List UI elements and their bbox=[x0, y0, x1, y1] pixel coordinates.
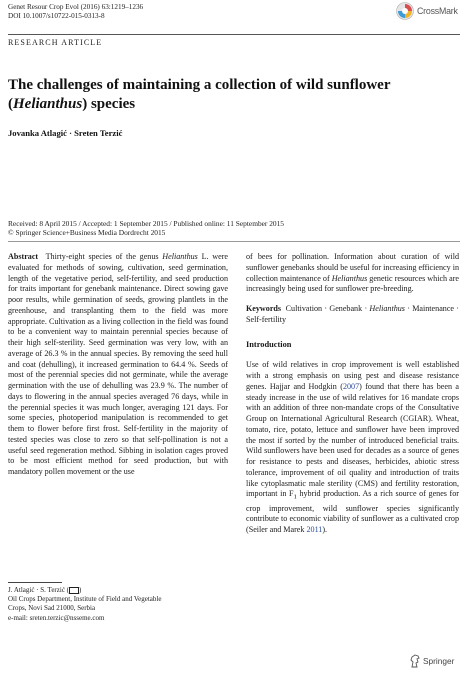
doi-line[interactable]: DOI 10.1007/s10722-015-0313-8 bbox=[8, 12, 105, 20]
abstract-cont-1: of bees for pollination. Information about curation of wild sunflower genebanks should be useful for increasing efficiency in collection maintenance of bbox=[246, 252, 459, 283]
crossmark-label: CrossMark bbox=[417, 6, 458, 16]
intro-text-3: hybrid production. As a rich source of genes for crop improvement, wild sunflower species significantly contribute to economic viability of sunflower as a cultivated crop (Seiler and Marek bbox=[246, 489, 459, 535]
abstract-genus: Helianthus bbox=[162, 252, 198, 261]
crossmark-icon bbox=[396, 2, 414, 20]
crossmark-badge[interactable] bbox=[396, 2, 460, 24]
author-affiliation bbox=[8, 586, 228, 623]
envelope-icon[interactable] bbox=[69, 586, 82, 594]
intro-text-1: Use of wild relatives in crop improvement is well established with a strong emphasis on using pest and disease resistance genes. Hajjar and Hodgkin ( bbox=[246, 360, 459, 391]
title-text-c: ) species bbox=[82, 96, 136, 112]
abstract-label: Abstract bbox=[8, 252, 39, 261]
intro-text-4: ). bbox=[322, 525, 328, 535]
abstract-text-2: L. were evaluated for methods of sowing, cultivation, seed germination, length of the vegetative period, self-fertility, and seed production for traits important for genebank maintenance. Direct sowing gave poor results, while germination of seeds, growing plantlets in the greenhouse, and transplanting them to the field was more appropriate. Cultivation as a living collection in the field was found to be a convenient way to maintain perennial species because of their high self-sterility. Seed germination was very low, with an average of 26.3 % in the annual species. By removing the seed hull and coat (dehulling), it increased germination to 64.4 %. Seeds of most of the perennial species did not germinate, while the average germination with the use of dehulling was 23.9 %. The number of days to flowering in the annual species averaged 76 days, while in the perennial species it was much longer, averaging 121 days. For some species, photoperiod manipulation is recommended to get them to flower before first frost. Self-fertility in the majority of tested species was close to zero so that self-pollination is not a useful seed regeneration method. Sibbing in isolation cages proved to be most efficient method for seed production, but with mandatory pollen movement or the use bbox=[8, 252, 228, 476]
footnote-rule bbox=[8, 582, 62, 583]
section-label: RESEARCH ARTICLE bbox=[8, 38, 103, 47]
affiliation-line-2: Crops, Novi Sad 21000, Serbia bbox=[8, 604, 96, 613]
keywords bbox=[246, 304, 459, 326]
copyright-line: © Springer Science+Business Media Dordrecht 2015 bbox=[8, 228, 166, 238]
author-list: Jovanka Atlagić · Sreten Terzić bbox=[8, 128, 123, 138]
footnote-authors-end: ) bbox=[79, 586, 82, 594]
section-rule bbox=[8, 34, 460, 35]
citation-link-2011[interactable]: 2011 bbox=[306, 525, 323, 535]
intro-text-2: ) found that there has been a steady increase in the use of wild relatives for 16 mandate crops with an addition of three non-mandate crops of the Consultative Group on International Agricultural Research (CGIAR). Wheat, tomato, rice, potato, lettuce and sunflower have been improved the most if sorted by the number of introduced beneficial traits. Wild sunflowers have been used for decades as a source of genes for resistance to pests and diseases, herbicides, abiotic stress tolerance, improvement of oil quality and introduction of traits like cytoplasmatic male sterility (CMS) and fertility restoration, important in F bbox=[246, 381, 459, 499]
history-line: Received: 8 April 2015 / Accepted: 1 September 2015 / Published online: 11 September 2015 bbox=[8, 219, 285, 228]
abstract-column bbox=[8, 252, 228, 574]
journal-citation bbox=[8, 3, 143, 21]
article-title bbox=[8, 76, 460, 114]
keywords-3: · Maintenance · Self-fertility bbox=[246, 304, 459, 324]
footnote-authors-line bbox=[8, 586, 228, 595]
abstract-text-1: Thirty-eight species of the genus bbox=[45, 252, 163, 261]
subscript-1: 1 bbox=[293, 493, 297, 501]
keywords-1: Cultivation · Genebank · bbox=[285, 304, 370, 313]
abstract-continuation bbox=[246, 252, 459, 295]
footnote-authors: J. Atlagić · S. Terzić ( bbox=[8, 586, 70, 594]
citation-link-2007[interactable]: 2007 bbox=[342, 381, 360, 391]
springer-logo bbox=[409, 654, 461, 668]
title-text-a: The challenges of maintaining a collection of wild sunflower ( bbox=[8, 77, 391, 112]
title-genus: Helianthus bbox=[13, 96, 83, 112]
abstract-genus-2: Helianthus bbox=[331, 273, 368, 283]
introduction-paragraph bbox=[246, 360, 459, 536]
email-line[interactable]: e-mail: sreten.terzic@nsseme.com bbox=[8, 613, 105, 622]
journal-line: Genet Resour Crop Evol (2016) 63:1219–1236 bbox=[8, 3, 144, 11]
introduction-heading: Introduction bbox=[246, 339, 292, 349]
springer-label: Springer bbox=[423, 656, 455, 666]
publication-dates bbox=[8, 219, 460, 238]
keywords-label: Keywords bbox=[246, 304, 282, 313]
affiliation-line-1: Oil Crops Department, Institute of Field and Vegetable bbox=[8, 595, 162, 604]
springer-horse-icon bbox=[409, 654, 421, 668]
dates-rule bbox=[8, 241, 460, 242]
keywords-genus: Helianthus bbox=[369, 304, 405, 313]
right-column bbox=[246, 252, 459, 536]
abstract-cont-2: genetic resources which are increasingly being used for sunflower pre-breeding. bbox=[246, 273, 460, 294]
